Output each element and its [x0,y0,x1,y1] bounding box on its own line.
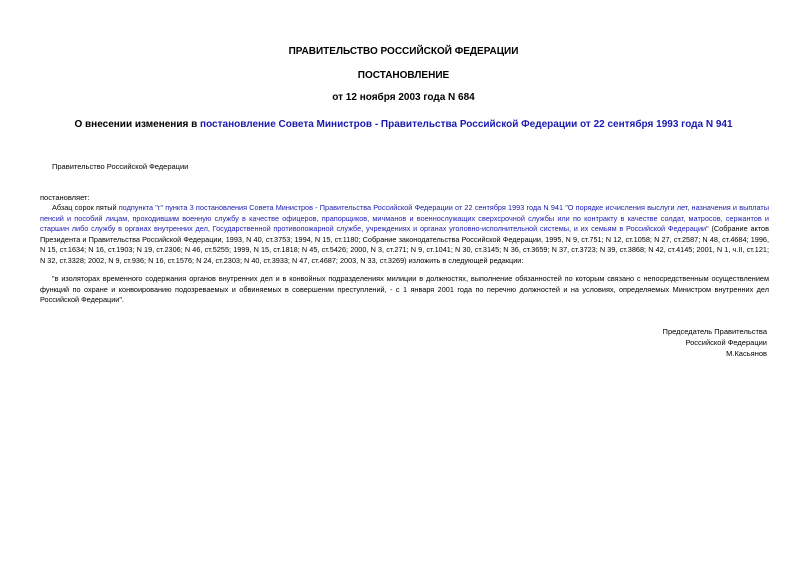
signature-country: Российской Федерации [685,338,767,347]
decrees-word: постановляет: [40,193,90,202]
title-link-amended-decree[interactable]: постановление Совета Министров - Правительства Российской Федерации от 22 сентября 1993 года N 941 [200,119,733,130]
document-type-heading: ПОСТАНОВЛЕНИЕ [357,70,450,81]
document-title [0,118,807,131]
government-heading: ПРАВИТЕЛЬСТВО РОССИЙСКОЙ ФЕДЕРАЦИИ [288,46,519,57]
para1-prefix: Абзац сорок пятый [52,203,119,212]
date-number-heading: от 12 ноября 2003 года N 684 [332,92,475,103]
signature-block [663,326,767,359]
title-prefix: О внесении изменения в [74,119,201,130]
para1-suffix: (Собрание актов Президента и Правительства Российской Федерации, 1993, N 40, ст.3753; 1994, N 15, ст.1180; Собрание законодательства Российской Федерации, 1995, N 9, ст.751; N 12, ст.1058; N 27, ст.2587; N 48, ст.4684; 1996, N 15, ст.1634; N 16, ст.1903; N 19, ст.2306; N 46, ст.5255; 1999, N 15, ст.1818; N 45, ст.5426; 2000, N 3, ст.271; N 9, ст.1041; N 30, ст.3145; N 36, ст.3659; N 37, ст.3723; N 39, ст.3868; N 42, ст.4145; 2001, N 1, ч.II, ст.121; N 32, ст.3328; 2002, N 9, ст.936; N 16, ст.1576; N 24, ст.2303; N 40, ст.3933; N 47, ст.4687; 2003, N 33, ст.3269) изложить в следующей редакции: [40,224,769,265]
signature-position: Председатель Правительства [662,327,767,336]
paragraph-amendment [40,203,769,267]
issuing-authority: Правительство Российской Федерации [52,162,189,171]
para1-link-subpoint[interactable]: подпункта "г" пункта 3 постановления Совета Министров - Правительства Российской Федерации от 22 сентября 1993 года N 941 "О порядке исчисления выслуги лет, назначения и выплаты пенсий и пособий лицам, проходившим военную службу в качестве офицеров, прапорщиков, мичманов и военнослужащих сверхсрочной службы или по контракту в качестве солдат, матросов, сержантов и старшин либо службу в органах внутренних дел, Государственной противопожарной службе, учреждениях и органах уголовно-исполнительной системы, и их семьям в Российской Федерации" [40,203,770,234]
paragraph-new-wording: "в изоляторах временного содержания органов внутренних дел и в конвойных подразделениях милиции в должностях, выполнение обязанностей по которым связано с непосредственным осуществлением функций по охране и конвоированию подозреваемых и обвиняемых в совершении преступлений, - с 1 января 2001 года по перечню должностей и на условиях, определяемых Министром внутренних дел Российской Федерации". [40,274,769,305]
signature-name: М.Касьянов [726,349,767,358]
